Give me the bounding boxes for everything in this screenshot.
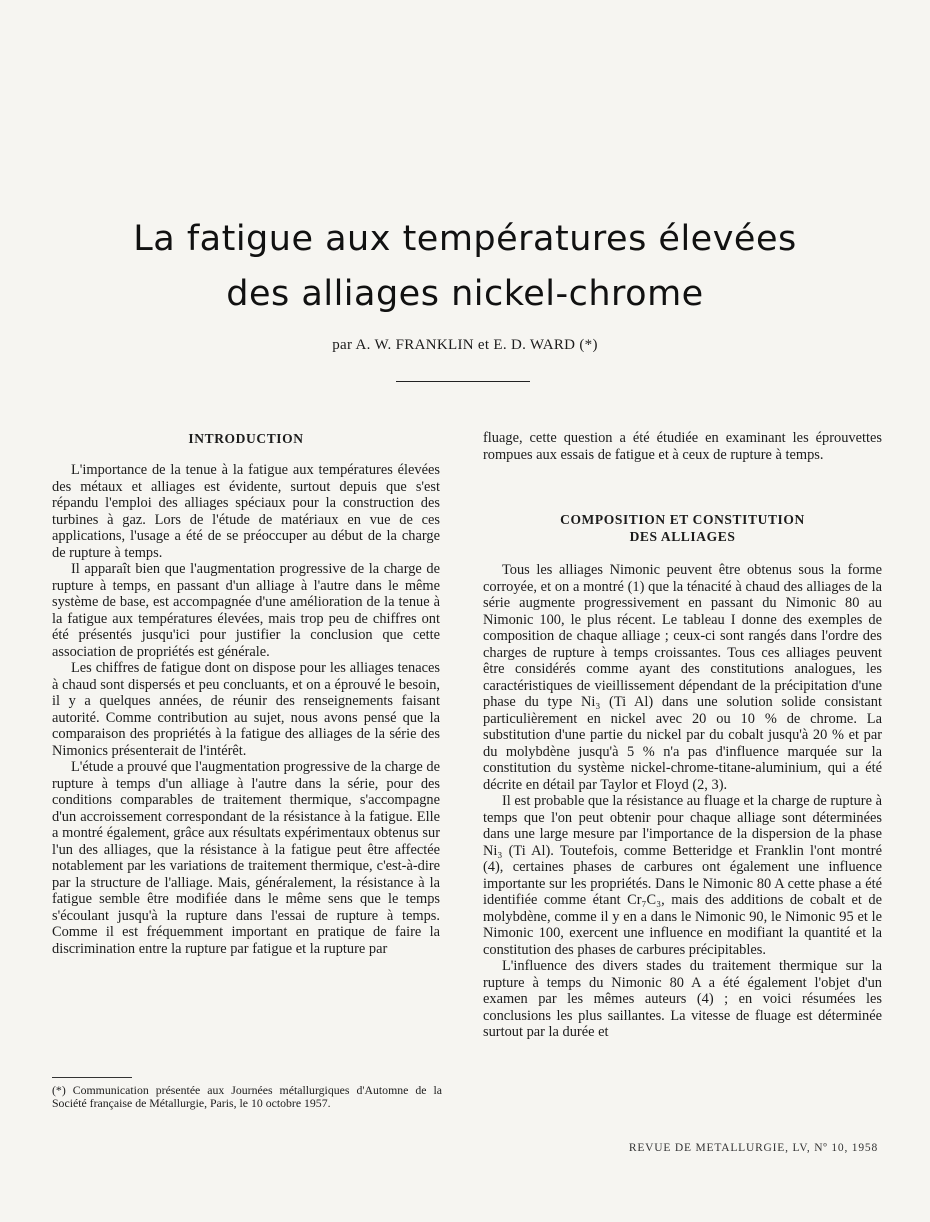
intro-continuation: fluage, cette question a été étudiée en examinant les éprouvettes rompues aux essais de fatigue et à ceux de rupture à temps. (483, 430, 882, 463)
article-title (60, 212, 870, 322)
composition-heading-line-2: DES ALLIAGES (629, 529, 736, 544)
introduction-heading: INTRODUCTION (188, 431, 304, 446)
intro-paragraph-2: Il apparaît bien que l'augmentation progressive de la charge de rupture à temps, en passant d'un alliage à l'autre dans le même système de base, est accompagnée d'une amélioration de la tenue à la fatigue aux températures élevées, mais trop peu de chiffres ont été présentés jusqu'ici pour justifier la conclusion que cette association de propriétés est générale. (52, 561, 440, 660)
footnote-divider (52, 1077, 132, 1078)
title-line-1: La fatigue aux températures élevées (133, 219, 797, 259)
composition-heading-line-1: COMPOSITION ET CONSTITUTION (560, 512, 805, 527)
running-footer: REVUE DE METALLURGIE, LV, Nº 10, 1958 (628, 1142, 878, 1154)
intro-paragraph-3: Les chiffres de fatigue dont on dispose pour les alliages tenaces à chaud sont dispersés et peu concluants, et on a éprouvé le besoin, il y a quelques années, de réunir des renseignements faisant autorité. Comme contribution au sujet, nous avons pensé que la comparaison des propriétés à la fatigue des alliages de la série des Nimonics présenterait de l'intérêt. (52, 660, 440, 759)
footnote: (*) Communication présentée aux Journées métallurgiques d'Automne de la Société française de Métallurgie, Paris, le 10 octobre 1957. (52, 1083, 442, 1110)
left-column (52, 430, 440, 957)
composition-paragraph-3: L'influence des divers stades du traitement thermique sur la rupture à temps du Nimonic 80 A a été également l'objet d'un examen par les mêmes auteurs (4) ; en voici résumées les conclusions les plus saillantes. La vitesse de fluage est déterminée surtout par la durée et (483, 958, 882, 1040)
author-byline: par A. W. FRANKLIN et E. D. WARD (*) (332, 337, 598, 353)
title-line-2: des alliages nickel-chrome (226, 274, 704, 314)
composition-paragraph-2: Il est probable que la résistance au fluage et la charge de rupture à temps que l'on peut obtenir pour chaque alliage sont déterminées dans une large mesure par l'importance de la dispersion de la phase Ni₃ (Ti Al). Toutefois, comme Betteridge et Franklin l'ont montré (4), certaines phases de carbures ont également une influence importante sur les propriétés. Dans le Nimonic 80 A cette phase a été identifiée comme étant Cr₇C₃, mais des additions de cobalt et de molybdène, comme il y en a dans le Nimonic 90, le Nimonic 95 et le Nimonic 100, exercent une influence en modifiant la quantité et la constitution des phases de carbures précipitables. (483, 793, 882, 958)
intro-paragraph-1: L'importance de la tenue à la fatigue aux températures élevées des métaux et alliages est évidente, surtout depuis que s'est répandu l'emploi des alliages spéciaux pour la construction des turbines à gaz. Lors de l'étude de matériaux en vue de ces applications, l'usage a été de se préoccuper au début de la charge de rupture à temps. (52, 462, 440, 561)
composition-heading (483, 511, 882, 545)
title-divider (396, 381, 530, 382)
right-column (483, 430, 882, 1041)
composition-paragraph-1: Tous les alliages Nimonic peuvent être obtenus sous la forme corroyée, et on a montré (1) que la ténacité à chaud des alliages de la série augmente progressivement en passant du Nimonic 80 au Nimonic 100, le plus récent. Le tableau I donne des exemples de composition de chaque alliage ; ceux-ci sont rangés dans l'ordre des charges de rupture à temps croissantes. Tous ces alliages peuvent être considérés comme ayant des constitutions analogues, les caractéristiques de vieillissement dépendant de la précipitation d'une phase du type Ni₃ (Ti Al) dans une solution solide consistant particulièrement en nickel avec 20 ou 10 % de chrome. La substitution d'une partie du nickel par du cobalt jusqu'à 20 % et par du molybdène jusqu'à 5 % n'a pas d'influence marquée sur la constitution du système nickel-chrome-titane-aluminium, qui a été décrite en détail par Taylor et Floyd (2, 3). (483, 562, 882, 793)
intro-paragraph-4: L'étude a prouvé que l'augmentation progressive de la charge de rupture à temps d'un alliage à l'autre dans la série, pour des conditions comparables de traitement thermique, s'accompagne d'un accroissement correspondant de la résistance à la fatigue. Elle a montré également, grâce aux résultats expérimentaux obtenus sur l'un des alliages, que la résistance à la fatigue peut être affectée notablement par les variations de traitement thermique, c'est-à-dire par la structure de l'alliage. Mais, généralement, la résistance à la fatigue semble être modifiée dans le même sens que le temps s'écoulant jusqu'à la rupture dans l'essai de rupture à temps. Comme il est fréquemment important en pratique de faire la discrimination entre la rupture par fatigue et la rupture par (52, 759, 440, 957)
